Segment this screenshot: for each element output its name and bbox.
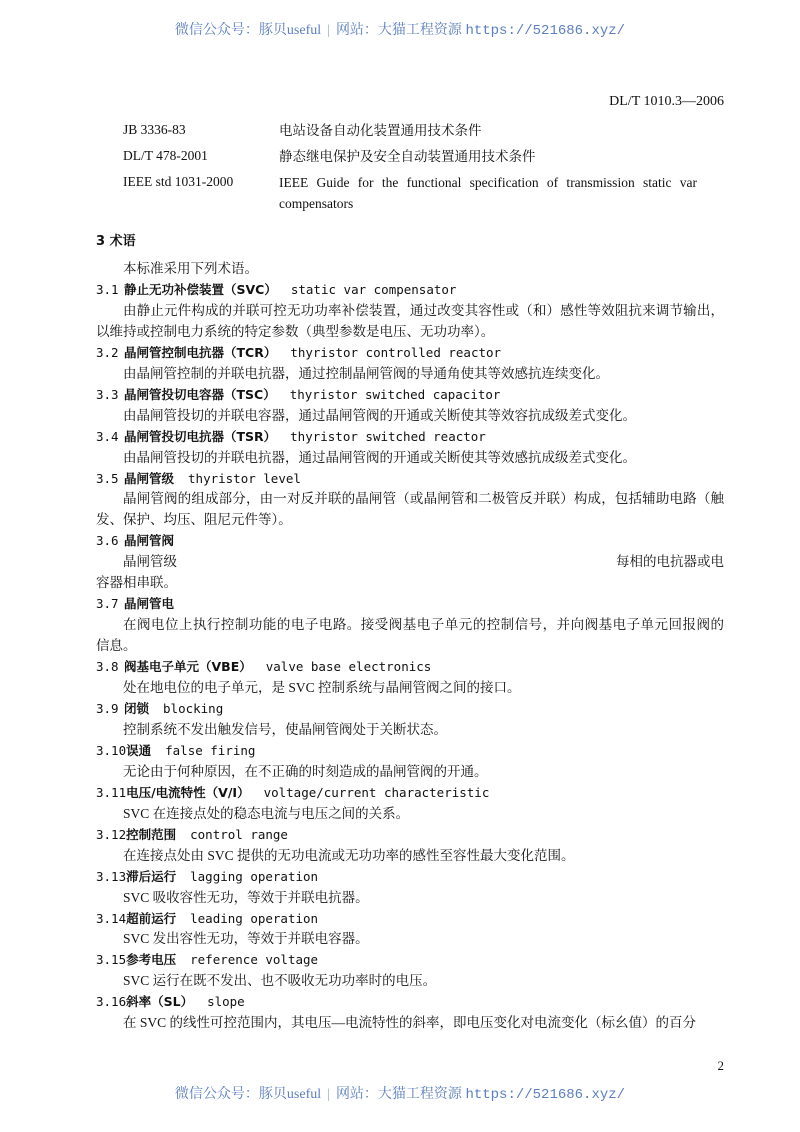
term-number: 3.8	[96, 659, 119, 674]
term-name-zh: 超前运行	[126, 911, 177, 926]
term-name-zh: 晶闸管投切电抗器（TSR）	[124, 429, 277, 444]
term-number: 3.15	[96, 952, 127, 967]
term-name-en: thyristor controlled reactor	[290, 345, 502, 360]
term-number: 3.11	[96, 785, 127, 800]
reference-code: JB 3336-83	[123, 122, 186, 137]
watermark-separator: |	[327, 23, 330, 38]
term-name-zh: 晶闸管电	[124, 596, 175, 611]
term-name-en: slope	[207, 994, 245, 1009]
watermark-left: 微信公众号：豚贝useful	[174, 23, 322, 38]
term-heading	[96, 384, 500, 405]
term-definition-line: SVC 在连接点处的稳态电流与电压之间的关系。	[123, 806, 410, 821]
term-heading	[96, 656, 431, 677]
term-number: 3.13	[96, 869, 127, 884]
term-name-en: lagging operation	[190, 869, 319, 884]
term-heading	[96, 279, 456, 300]
term-definition-line: 晶闸管阀的组成部分，由一对反并联的晶闸管（或晶闸管和二极管反并联）构成，包括辅助电路（触	[123, 491, 724, 506]
term-definition-line: 控制系统不发出触发信号，使晶闸管阀处于关断状态。	[123, 722, 447, 737]
term-name-en: static var compensator	[290, 282, 457, 297]
term-name-zh: 晶闸管阀	[124, 533, 175, 548]
term-name-zh: 参考电压	[126, 952, 177, 967]
term-number: 3.6	[96, 533, 119, 548]
term-name-en: voltage/current characteristic	[263, 785, 490, 800]
term-name-zh: 斜率（SL）	[126, 994, 194, 1009]
term-name-en: control range	[190, 827, 288, 842]
reference-title-cont: compensators	[279, 196, 354, 211]
term-definition-line: 处在地电位的电子单元，是 SVC 控制系统与晶闸管阀之间的接口。	[123, 680, 521, 695]
term-definition-line: 发、保护、均压、阻尼元件等）。	[96, 512, 292, 527]
watermark-url: https://521686.xyz/	[465, 23, 626, 39]
term-definition-line: 无论由于何种原因，在不正确的时刻造成的晶闸管阀的开通。	[123, 764, 488, 779]
term-heading	[96, 426, 486, 447]
term-definition-line: 由晶闸管投切的并联电抗器，通过晶闸管阀的开通或关断使其等效感抗成级差式变化。	[123, 450, 636, 465]
term-name-en: false firing	[165, 743, 256, 758]
term-number: 3.10	[96, 743, 127, 758]
term-name-en: thyristor switched reactor	[290, 429, 486, 444]
term-name-en: thyristor level	[188, 471, 301, 486]
page-number: 2	[717, 1058, 724, 1073]
term-heading	[96, 908, 318, 929]
term-name-zh: 静止无功补偿装置（SVC）	[124, 282, 277, 297]
reference-title: 电站设备自动化装置通用技术条件	[279, 123, 482, 138]
term-name-en: blocking	[163, 701, 224, 716]
reference-title: IEEE Guide for the functional specification of transmission static var	[279, 175, 697, 190]
watermark-url: https://521686.xyz/	[465, 1087, 626, 1103]
term-heading	[96, 698, 223, 719]
watermark-left: 微信公众号：豚贝useful	[174, 1087, 322, 1102]
term-definition-line: 以维持或控制电力系统的特定参数（典型参数是电压、无功功率）。	[96, 324, 495, 339]
term-definition-line: SVC 运行在既不发出、也不吸收无功功率时的电压。	[123, 973, 437, 988]
term-heading	[96, 740, 255, 761]
reference-code: IEEE std 1031-2000	[123, 174, 234, 189]
term-definition-line: SVC 吸收容性无功，等效于并联电抗器。	[123, 890, 369, 905]
term-heading	[96, 782, 489, 803]
term-definition-line: 在连接点处由 SVC 提供的无功电流或无功功率的感性至容性最大变化范围。	[123, 848, 575, 863]
term-number: 3.4	[96, 429, 119, 444]
term-number: 3.3	[96, 387, 119, 402]
reference-code: DL/T 478-2001	[123, 148, 208, 163]
term-name-en: valve base electronics	[265, 659, 432, 674]
term-definition-line: 在 SVC 的线性可控范围内，其电压—电流特性的斜率，即电压变化对电流变化（标幺值）的百分	[123, 1015, 697, 1030]
term-name-zh: 晶闸管投切电容器（TSC）	[124, 387, 276, 402]
term-name-en: leading operation	[190, 911, 319, 926]
watermark-separator: |	[327, 1087, 330, 1102]
term-name-en: thyristor switched capacitor	[289, 387, 501, 402]
term-name-zh: 误通	[126, 743, 152, 758]
term-heading	[96, 342, 501, 363]
watermark-bottom	[0, 1083, 800, 1103]
term-definition-line: 容器相串联。	[96, 575, 177, 590]
term-heading	[96, 530, 188, 551]
section-title: 3 术语	[96, 234, 136, 249]
term-number: 3.14	[96, 911, 127, 926]
term-definition-fragment: 晶闸管级	[123, 554, 177, 569]
term-name-zh: 晶闸管级	[124, 471, 175, 486]
term-definition-line: SVC 发出容性无功，等效于并联电容器。	[123, 931, 369, 946]
watermark-site: 网站：大猫工程资源	[335, 23, 462, 38]
watermark-site: 网站：大猫工程资源	[335, 1087, 462, 1102]
standard-number: DL/T 1010.3—2006	[609, 94, 724, 109]
section-intro: 本标准采用下列术语。	[123, 261, 258, 276]
term-number: 3.2	[96, 345, 119, 360]
reference-title: 静态继电保护及安全自动装置通用技术条件	[279, 149, 536, 164]
term-heading	[96, 593, 188, 614]
term-number: 3.16	[96, 994, 127, 1009]
term-heading	[96, 991, 245, 1012]
term-definition-line	[123, 551, 724, 572]
term-number: 3.9	[96, 701, 119, 716]
term-name-zh: 闭锁	[124, 701, 150, 716]
term-heading	[96, 468, 301, 489]
term-definition-line: 由静止元件构成的并联可控无功功率补偿装置，通过改变其容性或（和）感性等效阻抗来调节输出，	[123, 303, 724, 318]
term-name-zh: 晶闸管控制电抗器（TCR）	[124, 345, 277, 360]
term-number: 3.1	[96, 282, 119, 297]
term-heading	[96, 866, 318, 887]
term-heading	[96, 949, 318, 970]
term-number: 3.12	[96, 827, 127, 842]
term-name-zh: 电压/电流特性（V/I）	[126, 785, 250, 800]
term-heading	[96, 824, 288, 845]
term-definition-line: 由晶闸管控制的并联电抗器，通过控制晶闸管阀的导通角使其等效感抗连续变化。	[123, 366, 609, 381]
term-name-zh: 滞后运行	[126, 869, 177, 884]
term-name-zh: 控制范围	[126, 827, 177, 842]
term-definition-line: 信息。	[96, 638, 137, 653]
term-number: 3.7	[96, 596, 119, 611]
watermark-top	[0, 19, 800, 39]
term-name-zh: 阀基电子单元（VBE）	[124, 659, 252, 674]
term-number: 3.5	[96, 471, 119, 486]
term-name-en: reference voltage	[190, 952, 319, 967]
term-definition-line: 由晶闸管投切的并联电容器，通过晶闸管阀的开通或关断使其等效容抗成级差式变化。	[123, 408, 636, 423]
term-definition-fragment: 每相的电抗器或电	[616, 554, 724, 569]
term-definition-line: 在阀电位上执行控制功能的电子电路。接受阀基电子单元的控制信号，并向阀基电子单元回报阀的	[123, 617, 724, 632]
